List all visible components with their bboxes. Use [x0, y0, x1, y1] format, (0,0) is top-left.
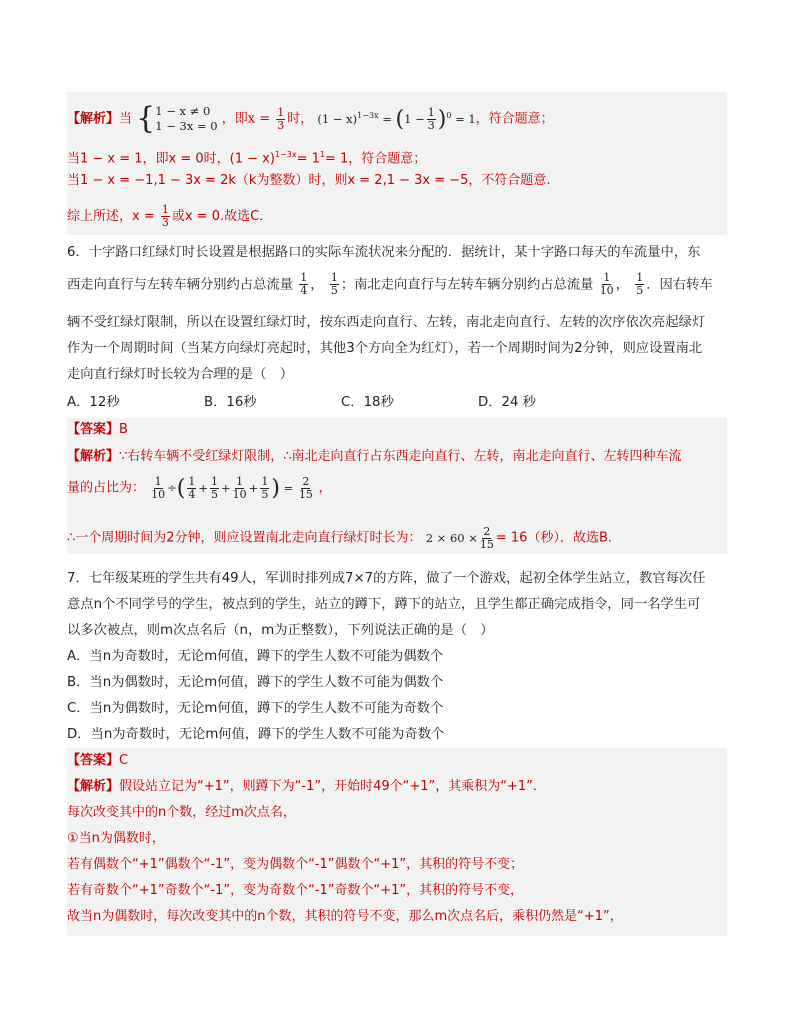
q6-analysis-line3: ∴一个周期时间为2分钟，则应设置南北走向直行绿灯时长为： 2 × 60 × $\frac{2}{15}$ = 16（秒）．故选B. [67, 525, 613, 551]
q7-option-c: C．当n为偶数时，无论m何值，蹲下的学生人数不可能为奇数个 [67, 701, 444, 716]
q7-analysis-line5: 若有奇数个“+1”奇数个“-1”，变为奇数个“-1”奇数个“+1”，其积的符号不变， [67, 883, 524, 898]
equation-system: { 1 − x ≠ 0 1 − 3x = 0 [136, 101, 218, 136]
q7-analysis-line4: 若有偶数个“+1”偶数个“-1”，变为偶数个“-1”偶数个“+1”，其积的符号不变； [67, 857, 524, 872]
q7-option-a: A．当n为奇数时，无论m何值，蹲下的学生人数不可能为偶数个 [67, 649, 444, 664]
fraction-one-third: $\frac{1}{3}$ [277, 105, 285, 132]
analysis5-line3: 当1 − x = −1,1 − 3x = 2k（k为整数）时，则x = 2,1 − 3x = −5，不符合题意. [67, 173, 551, 188]
q6-line1: 6．十字路口红绿灯时长设置是根据路口的实际车流状况来分配的．据统计，某十字路口每天的车流量中，东 [67, 245, 701, 260]
q6-line5: 走向直行绿灯时长较为合理的是（ ） [67, 367, 294, 382]
q6-option-b: B．16秒 [204, 395, 257, 410]
q7-line2: 意点n个不同学号的学生，被点到的学生，站立的蹲下，蹲下的站立，且学生都正确完成指令，同一名学生可 [67, 597, 701, 612]
q6-option-c: C．18秒 [341, 395, 394, 410]
q7-line3: 以多次被点，则m次点名后（n，m为正整数），下列说法正确的是（ ） [67, 623, 494, 638]
q7-option-d: D．当n为奇数时，无论m何值，蹲下的学生人数不可能为奇数个 [67, 727, 445, 742]
analysis-tag: 【解析】 [67, 111, 120, 127]
q7-analysis-line6: 故当n为偶数时，每次改变其中的n个数，其积的符号不变，那么m次点名后，乘积仍然是“+1”， [67, 909, 623, 924]
analysis5-line1: 【解析】当 { 1 − x ≠ 0 1 − 3x = 0 ，即x = $\frac{1}{3}$ 时， $(1 - x)^{1-3x} = (1$ − $\frac{1}{3}$ )$^0$ = 1，符合题意； [67, 101, 554, 136]
q7-analysis-line3: ①当n为偶数时， [67, 831, 165, 846]
q7-option-b: B．当n为偶数时，无论m何值，蹲下的学生人数不可能为偶数个 [67, 675, 444, 690]
q6-analysis-line2: 量的占比为： $\frac{1}{10}$ ÷( $\frac{1}{4}$ + $\frac{1}{5}$ + $\frac{1}{10}$ + $\frac{1}{5}$ ) = $\frac{2}{15}$ ， [67, 475, 332, 501]
q6-answer: 【答案】B [67, 422, 128, 437]
q7-answer: 【答案】C [67, 753, 129, 768]
analysis5-line4: 综上所述，x = $\frac{1}{3}$ 或x = 0.故选C． [67, 203, 273, 229]
q6-line4: 作为一个周期时间（当某方向绿灯亮起时，其他3个方向全为红灯），若一个周期时间为2分钟，则应设置南北 [67, 341, 703, 356]
q7-line1: 7．七年级某班的学生共有49人，军训时排列成7×7的方阵，做了一个游戏，起初全体学生站立，教官每次任 [67, 571, 706, 586]
q6-option-a: A．12秒 [67, 395, 120, 410]
q6-option-d: D．24 秒 [478, 395, 536, 410]
q6-analysis-line1: 【解析】∵右转车辆不受红绿灯限制，∴南北走向直行占东西走向直行、左转，南北走向直行、左转四种车流 [67, 449, 682, 464]
q7-analysis-line1: 【解析】假设站立记为“+1”，则蹲下为“-1”，开始时49个“+1”，其乘积为“+1”． [67, 779, 546, 794]
q6-line3: 辆不受红绿灯限制，所以在设置红绿灯时，按东西走向直行、左转，南北走向直行、左转的次序依次亮起绿灯 [67, 315, 706, 330]
q6-line2: 西走向直行与左转车辆分别约占总流量 $\frac{1}{4}$ ， $\frac{1}{5}$ ；南北走向直行与左转车辆分别约占总流量 $\frac{1}{10}$ ， $\frac{1}{5}$ ．因右转车 [67, 271, 713, 297]
q7-analysis-line2: 每次改变其中的n个数，经过m次点名， [67, 805, 296, 820]
analysis5-line2: 当1 − x = 1，即x = 0时，$(1 - x)^{1-3x}= 1^1= 1$，符合题意； [67, 150, 427, 167]
